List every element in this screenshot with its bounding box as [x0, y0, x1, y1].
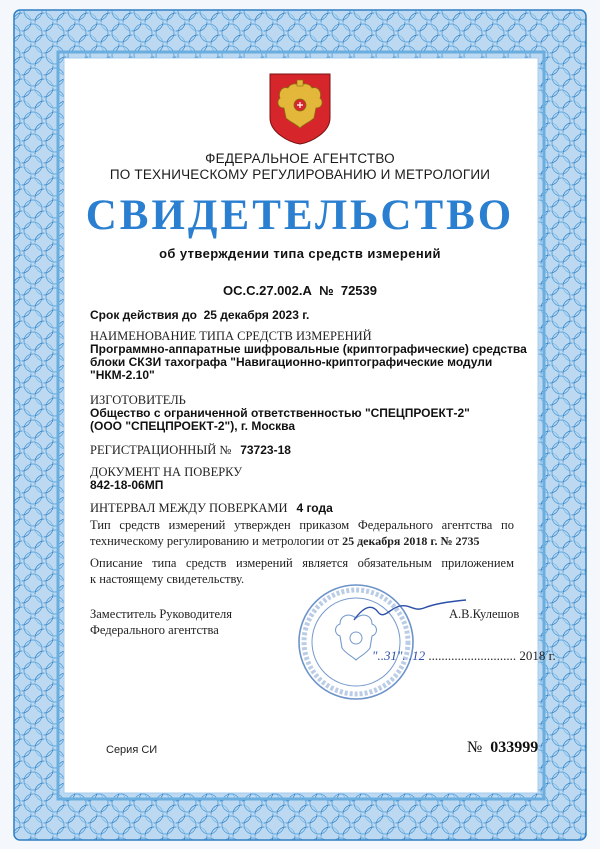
- registration-label: РЕГИСТРАЦИОННЫЙ №: [90, 443, 232, 457]
- registration: [90, 441, 291, 459]
- certificate-code: ОС.С.27.002.А: [223, 283, 312, 298]
- number-sign: №: [319, 283, 334, 298]
- verification-doc-label: ДОКУМЕНТ НА ПОВЕРКУ: [90, 465, 243, 479]
- description-line-1: Описание типа средств измерений является обязательным приложением: [90, 556, 514, 570]
- signatory-line-1: Заместитель Руководителя: [90, 607, 232, 621]
- verification-doc-value: 842-18-06МП: [90, 478, 164, 492]
- certificate-number: [0, 283, 600, 298]
- validity: [90, 308, 309, 322]
- form-number-sign: №: [467, 739, 483, 756]
- validity-date: 25 декабря 2023 г.: [203, 308, 310, 322]
- signatory-line-2: Федерального агентства: [90, 623, 219, 637]
- validity-label: Срок действия до: [90, 308, 197, 322]
- registration-value: 73723-18: [240, 443, 291, 457]
- document-subtitle: об утверждении типа средств измерений: [159, 246, 441, 261]
- signature: [350, 598, 470, 628]
- approval-line-1: Тип средств измерений утвержден приказом Федерального агентства по: [90, 518, 514, 532]
- form-number: [467, 739, 538, 757]
- issue-year: 2018 г.: [519, 648, 556, 663]
- name-line-2: блоки СКЗИ тахографа "Навигационно-криптографические модули: [90, 355, 493, 369]
- maker-line-2: (ООО "СПЕЦПРОЕКТ-2"), г. Москва: [90, 419, 296, 433]
- agency-line-2: ПО ТЕХНИЧЕСКОМУ РЕГУЛИРОВАНИЮ И МЕТРОЛОГИИ: [109, 167, 491, 182]
- form-number-value: 033999: [490, 739, 539, 756]
- maker-line-1: Общество с ограниченной ответственностью "СПЕЦПРОЕКТ-2": [90, 406, 470, 420]
- series-label: Серия СИ: [106, 744, 158, 756]
- description-line-2: к настоящему свидетельству.: [90, 572, 245, 586]
- interval-value: 4 года: [296, 501, 333, 515]
- signatory-name: А.В.Кулешов: [449, 607, 520, 621]
- certificate-number-value: 72539: [340, 283, 377, 298]
- issue-date-line: [372, 648, 556, 664]
- approval-order-date: 25 декабря 2018 г. № 2735: [342, 534, 480, 548]
- name-line-3: "НКМ-2.10": [90, 368, 155, 382]
- handwritten-date: "..31". .12: [372, 648, 426, 663]
- interval: [90, 499, 333, 517]
- interval-label: ИНТЕРВАЛ МЕЖДУ ПОВЕРКАМИ: [90, 501, 288, 515]
- name-label: НАИМЕНОВАНИЕ ТИПА СРЕДСТВ ИЗМЕРЕНИЙ: [90, 329, 372, 343]
- approval-line-2: [90, 533, 480, 549]
- coat-of-arms-emblem: [268, 72, 332, 146]
- approval-line-2-prefix: техническому регулированию и метрологии от: [90, 534, 339, 548]
- maker-label: ИЗГОТОВИТЕЛЬ: [90, 393, 186, 407]
- name-line-1: Программно-аппаратные шифровальные (криптографические) средства: [90, 342, 527, 356]
- document-title: СВИДЕТЕЛЬСТВО: [85, 192, 515, 239]
- date-dots: ...........................: [428, 648, 517, 663]
- agency-line-1: ФЕДЕРАЛЬНОЕ АГЕНТСТВО: [205, 151, 395, 166]
